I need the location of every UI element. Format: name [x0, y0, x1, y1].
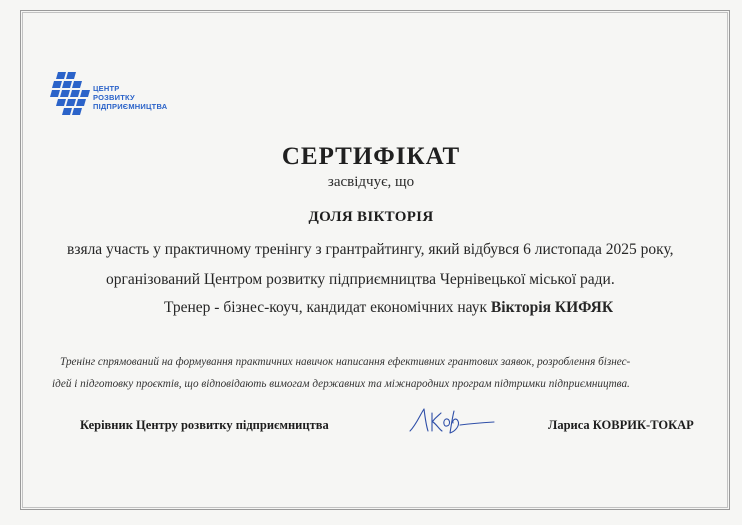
- logo-line-3: ПІДПРИЄМНИЦТВА: [93, 102, 168, 111]
- body-line-3: [164, 299, 613, 317]
- logo-wordmark: [93, 84, 167, 111]
- body-line-2: організований Центром розвитку підприємництва Чернівецької міської ради.: [106, 271, 615, 288]
- signer-name: Лариса КОВРИК-ТОКАР: [548, 418, 694, 432]
- handwritten-signature: [406, 403, 498, 439]
- signer-position: Керівник Центру розвитку підприємництва: [80, 418, 329, 432]
- logo-line-1: ЦЕНТР: [93, 84, 120, 93]
- recipient-name: ДОЛЯ ВІКТОРІЯ: [308, 209, 434, 225]
- trainer-name: Вікторія КИФЯК: [490, 299, 614, 316]
- center-logo: [50, 72, 200, 116]
- logo-mark-icon: [50, 72, 90, 116]
- description-line-2: ідей і підготовку проєктів, що відповідають вимогам державних та міжнародних програм підтримки підприємництва.: [52, 378, 630, 390]
- certificate-subtitle: засвідчує, що: [327, 174, 415, 190]
- logo-line-2: РОЗВИТКУ: [93, 93, 135, 102]
- description-line-1: Тренінг спрямований на формування практичних навичок написання ефективних грантових заявок, розроблення бізнес-: [60, 356, 631, 368]
- certificate-title: СЕРТИФІКАТ: [281, 143, 461, 170]
- trainer-description: Тренер - бізнес-коуч, кандидат економічних наук: [164, 299, 491, 316]
- body-line-1: взяла участь у практичному тренінгу з грантрайтингу, який відбувся 6 листопада 2025 року,: [67, 241, 674, 258]
